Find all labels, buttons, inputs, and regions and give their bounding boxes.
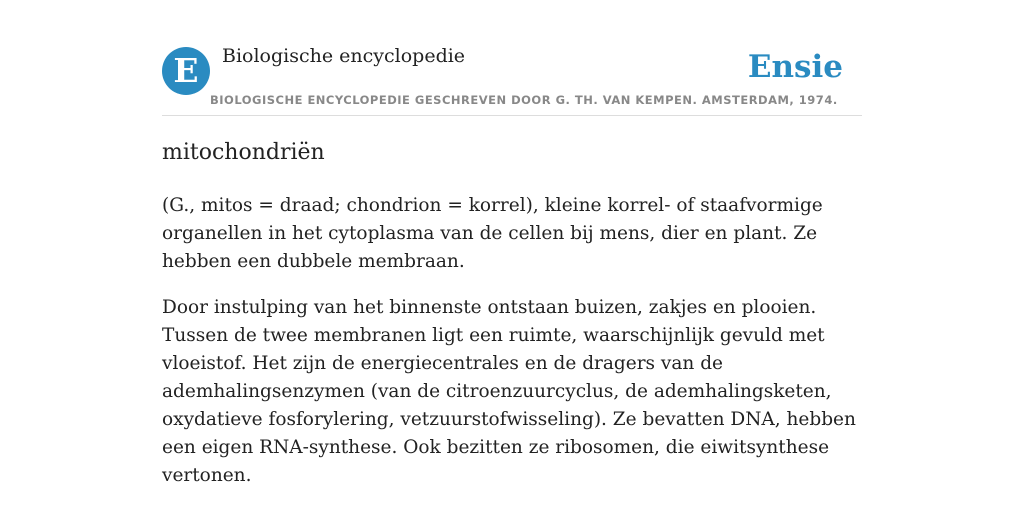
divider xyxy=(162,115,862,116)
book-title[interactable]: Biologische encyclopedie xyxy=(222,45,466,67)
ensie-logo[interactable]: E xyxy=(162,47,210,95)
paragraph: Door instulping van het binnenste ontstaan buizen, zakjes en plooien. Tussen de twee membranen ligt een ruimte, waarschijnlijk gevuld met vloeistof. Het zijn de energiecentrales en de dragers van de ademhalingsenzymen (van de citroenzuurcyclus, de ademhalingsketen, oxydatieve fosforylering, vetzuurstofwisseling). Ze bevatten DNA, hebben een eigen RNA-synthese. Ook bezitten ze ribosomen, die eiwitsynthese vertonen. xyxy=(162,297,856,486)
paragraph: (G., mitos = draad; chondrion = korrel), kleine korrel- of staafvormige organellen in het cytoplasma van de cellen bij mens, dier en plant. Ze hebben een dubbele membraan. xyxy=(162,195,823,272)
entry-content xyxy=(162,192,862,508)
brand-link[interactable]: Ensie xyxy=(747,49,843,85)
source-line: BIOLOGISCHE ENCYCLOPEDIE GESCHREVEN DOOR G. TH. VAN KEMPEN. AMSTERDAM, 1974. xyxy=(210,93,838,107)
entry-title: mitochondriën xyxy=(162,140,325,165)
